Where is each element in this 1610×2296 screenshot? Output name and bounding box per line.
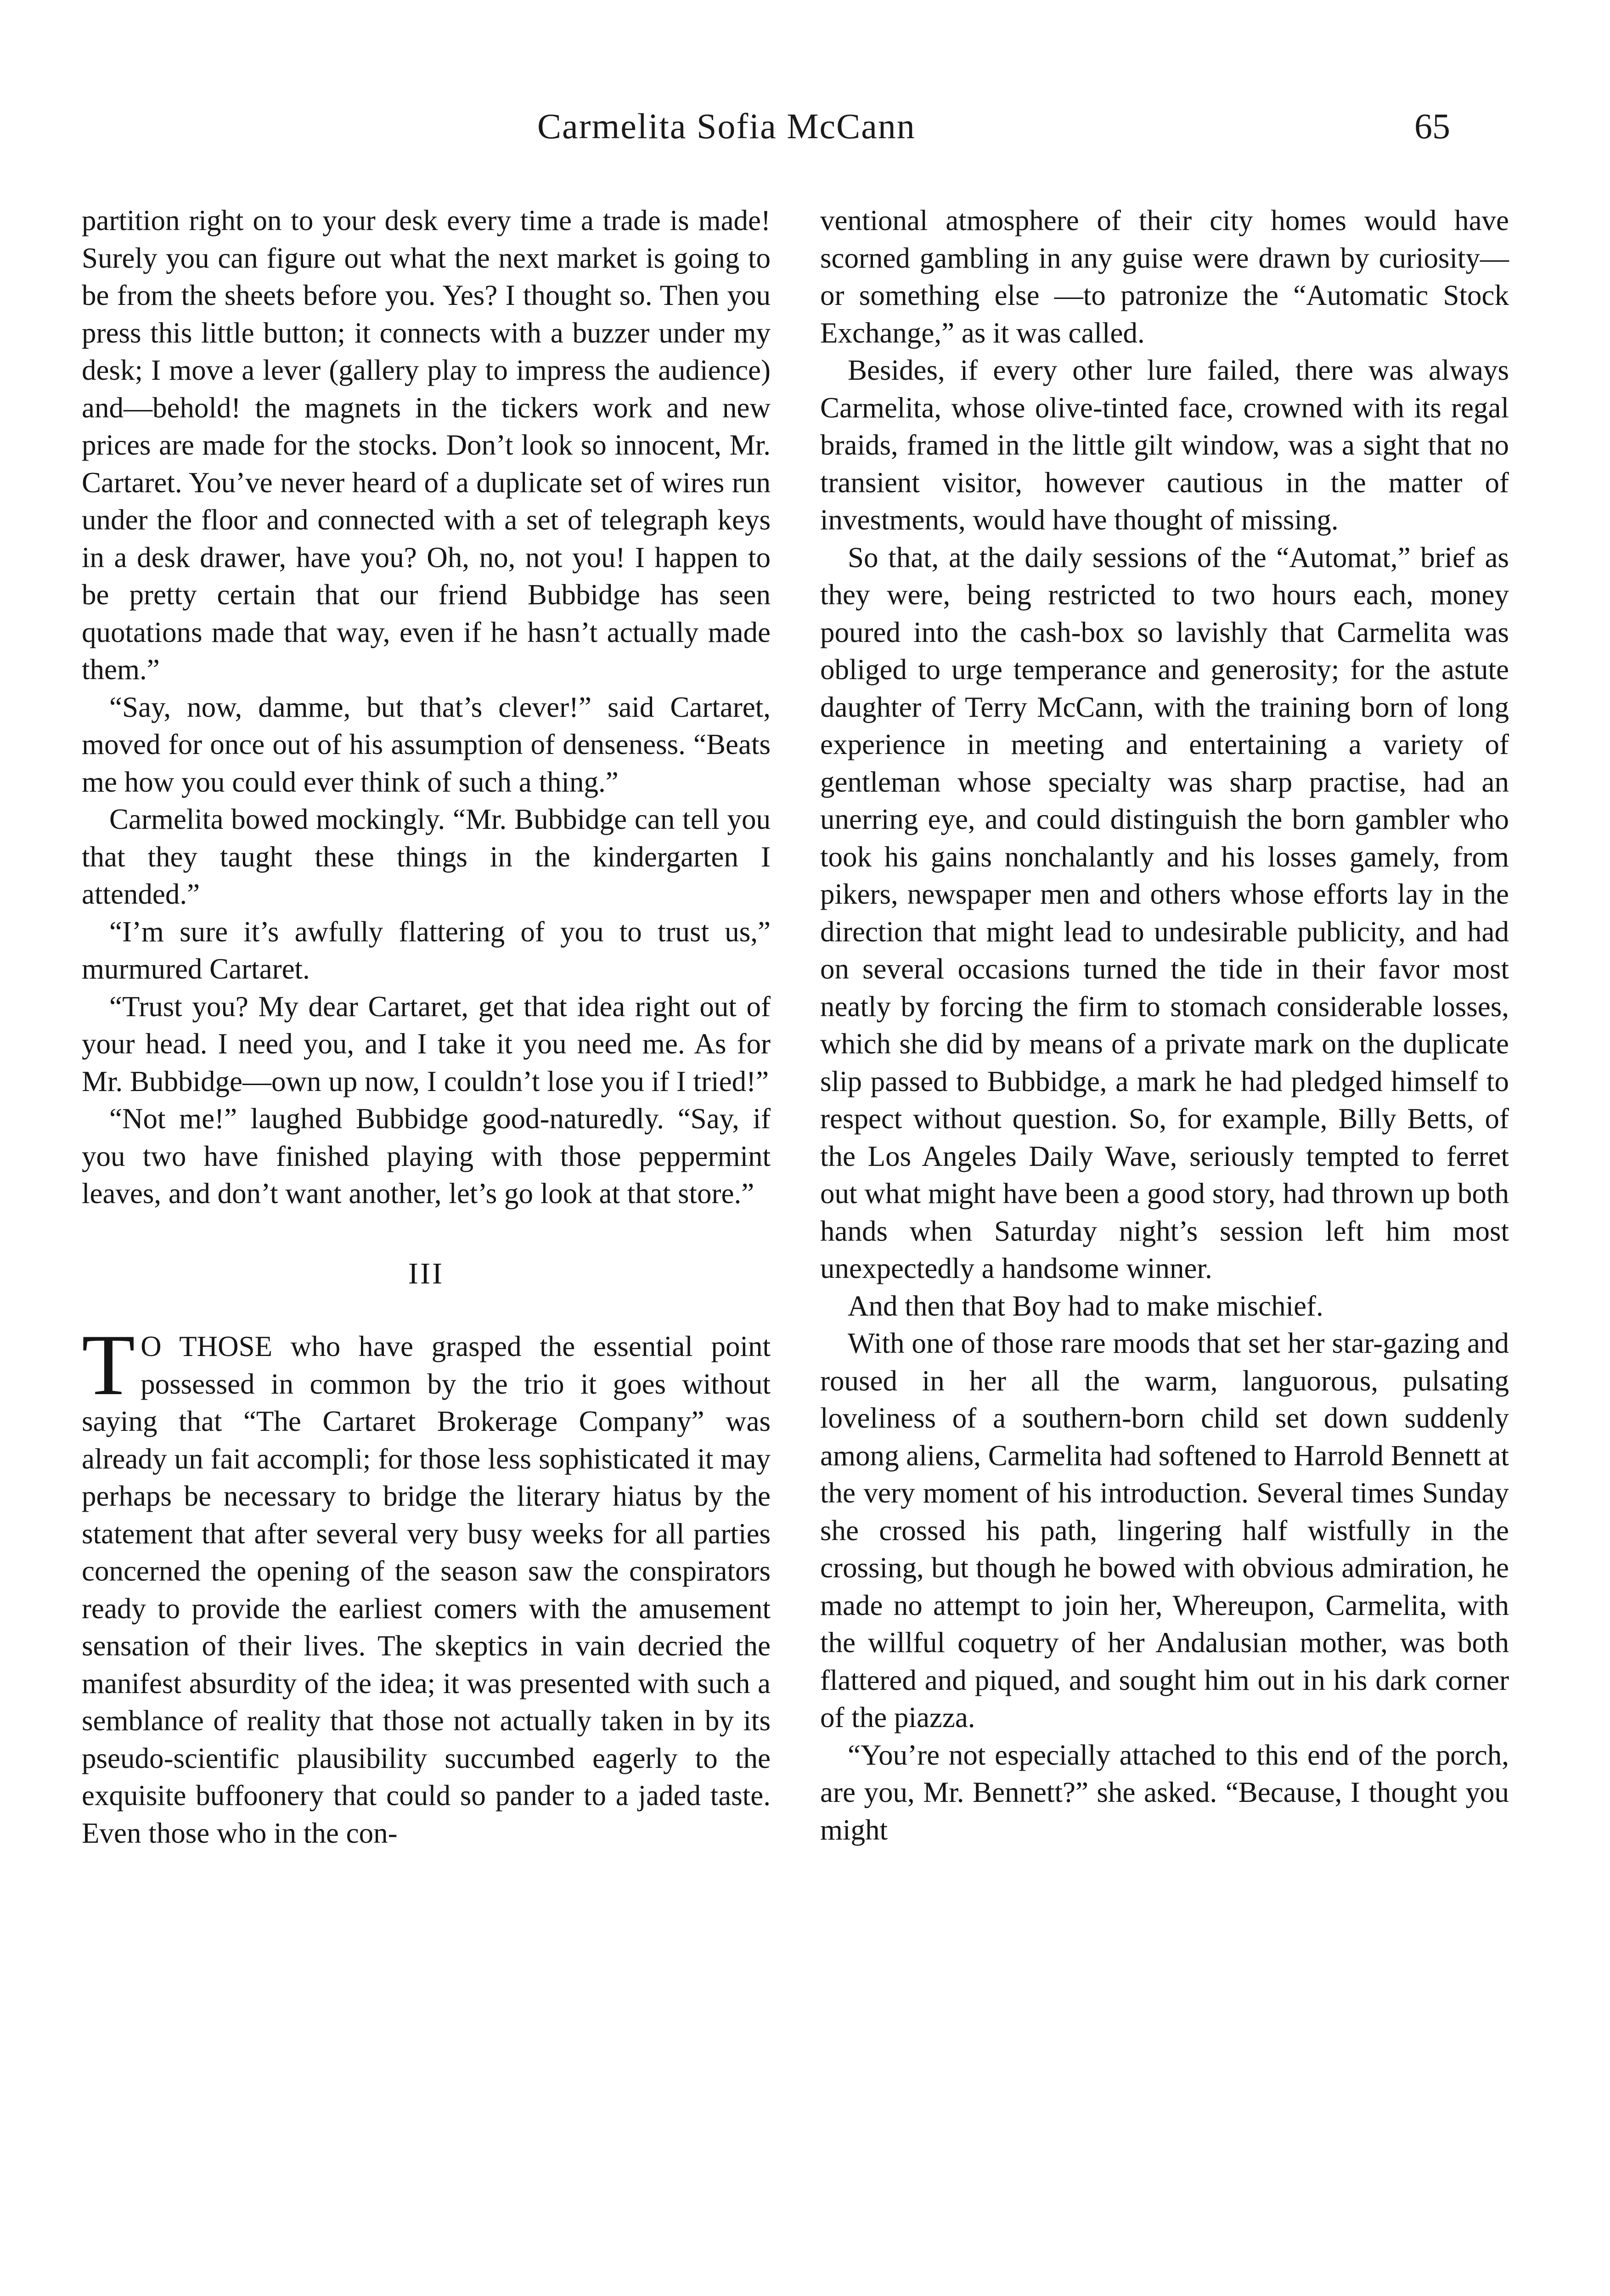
paragraph: So that, at the daily sessions of the “Automat,” brief as they were, being restricted to two hours each, money poured into the cash-box so lavishly that Carmelita was obliged to urge temperance and generosity; for the astute daughter of Terry McCann, with the training born of long experience in meeting and entertaining a variety of gentleman whose specialty was sharp practise, had an unerring eye, and could distinguish the born gambler who took his gains nonchalantly and his losses gamely, from pikers, newspaper men and others whose efforts lay in the direction that might lead to undesirable publicity, and had on several occasions turned the tide in their favor most neatly by forcing the firm to stomach considerable losses, which she did by means of a private mark on the duplicate slip passed to Bubbidge, a mark he had pledged himself to respect without question. So, for example, Billy Betts, of the Los Angeles Daily Wave, seriously tempted to ferret out what might have been a good story, had thrown up both hands when Saturday night’s session left him most unexpectedly a handsome winner. [820, 541, 1509, 1284]
left-column [82, 202, 771, 1852]
paragraph: ventional atmosphere of their city homes would have scorned gambling in any guise were drawn by curiosity—or something else —to patronize the “Automatic Stock Exchange,” as it was called. [820, 204, 1509, 349]
paragraph: Carmelita bowed mockingly. “Mr. Bubbidge can tell you that they taught these things in the kindergarten I attended.” [82, 803, 771, 910]
paragraph: And then that Boy had to make mischief. [848, 1289, 1323, 1322]
section-heading: III [408, 1256, 444, 1290]
paragraph-text: who have grasped the essential point possessed in common by the trio it goes without saying that “The Cartaret Brokerage Company” was already un fait accompli; for those less sophisticated it may perhaps be necessary to bridge the literary hiatus by the statement that after several very busy weeks for all parties concerned the opening of the season saw the conspirators ready to provide the earliest comers with the amusement sensation of their lives. The skeptics in vain decried the manifest absurdity of the idea; it was presented with such a semblance of reality that those not actually taken in by its pseudo-scientific plausibility succumbed eagerly to the exquisite buffoonery that could so pander to a jaded taste. Even those who in the con- [82, 1330, 771, 1849]
paragraph-with-dropcap [82, 1317, 771, 1852]
small-caps-lead: O THOSE [141, 1330, 273, 1362]
paragraph: “I’m sure it’s awfully flattering of you to trust us,” murmured Cartaret. [82, 915, 771, 985]
right-column [820, 202, 1509, 1849]
paragraph: With one of those rare moods that set her star-gazing and roused in her all the warm, languorous, pulsating loveliness of a southern-born child set down suddenly among aliens, Carmelita had softened to Harrold Bennett at the very moment of his introduction. Several times Sunday she crossed his path, lingering half wistfully in the crossing, but though he bowed with obvious admiration, he made no attempt to join her, Whereupon, Carmelita, with the willful coquetry of her Andalusian mother, was both flattered and piqued, and sought him out in his dark corner of the piazza. [820, 1327, 1509, 1733]
paragraph: “You’re not especially attached to this end of the porch, are you, Mr. Bennett?” she asked. “Because, I thought you might [820, 1739, 1509, 1846]
running-title: Carmelita Sofia McCann [537, 106, 916, 146]
paragraph: partition right on to your desk every time a trade is made! Surely you can figure out what the next market is going to be from the sheets before you. Yes? I thought so. Then you press this little button; it connects with a buzzer under my desk; I move a lever (gallery play to impress the audience) and—behold! the magnets in the tickers work and new prices are made for the stocks. Don’t look so innocent, Mr. Cartaret. You’ve never heard of a duplicate set of wires run under the floor and connected with a set of telegraph keys in a desk drawer, have you? Oh, no, not you! I happen to be pretty certain that our friend Bubbidge has seen quotations made that way, even if he hasn’t actually made them.” [82, 204, 771, 686]
paragraph: “Not me!” laughed Bubbidge good-naturedly. “Say, if you two have finished playing with those peppermint leaves, and don’t want another, let’s go look at that store.” [82, 1103, 771, 1210]
page-number: 65 [1414, 106, 1450, 146]
drop-cap: T [82, 1317, 135, 1413]
paragraph: Besides, if every other lure failed, there was always Carmelita, whose olive-tinted face, crowned with its regal braids, framed in the little gilt window, was a sight that no transient visitor, however cautious in the matter of investments, would have thought of missing. [820, 354, 1509, 536]
paragraph: “Say, now, damme, but that’s clever!” said Cartaret, moved for once out of his assumption of denseness. “Beats me how you could ever think of such a thing.” [82, 691, 771, 798]
paragraph: “Trust you? My dear Cartaret, get that idea right out of your head. I need you, and I take it you need me. As for Mr. Bubbidge—own up now, I couldn’t lose you if I tried!” [82, 990, 771, 1097]
